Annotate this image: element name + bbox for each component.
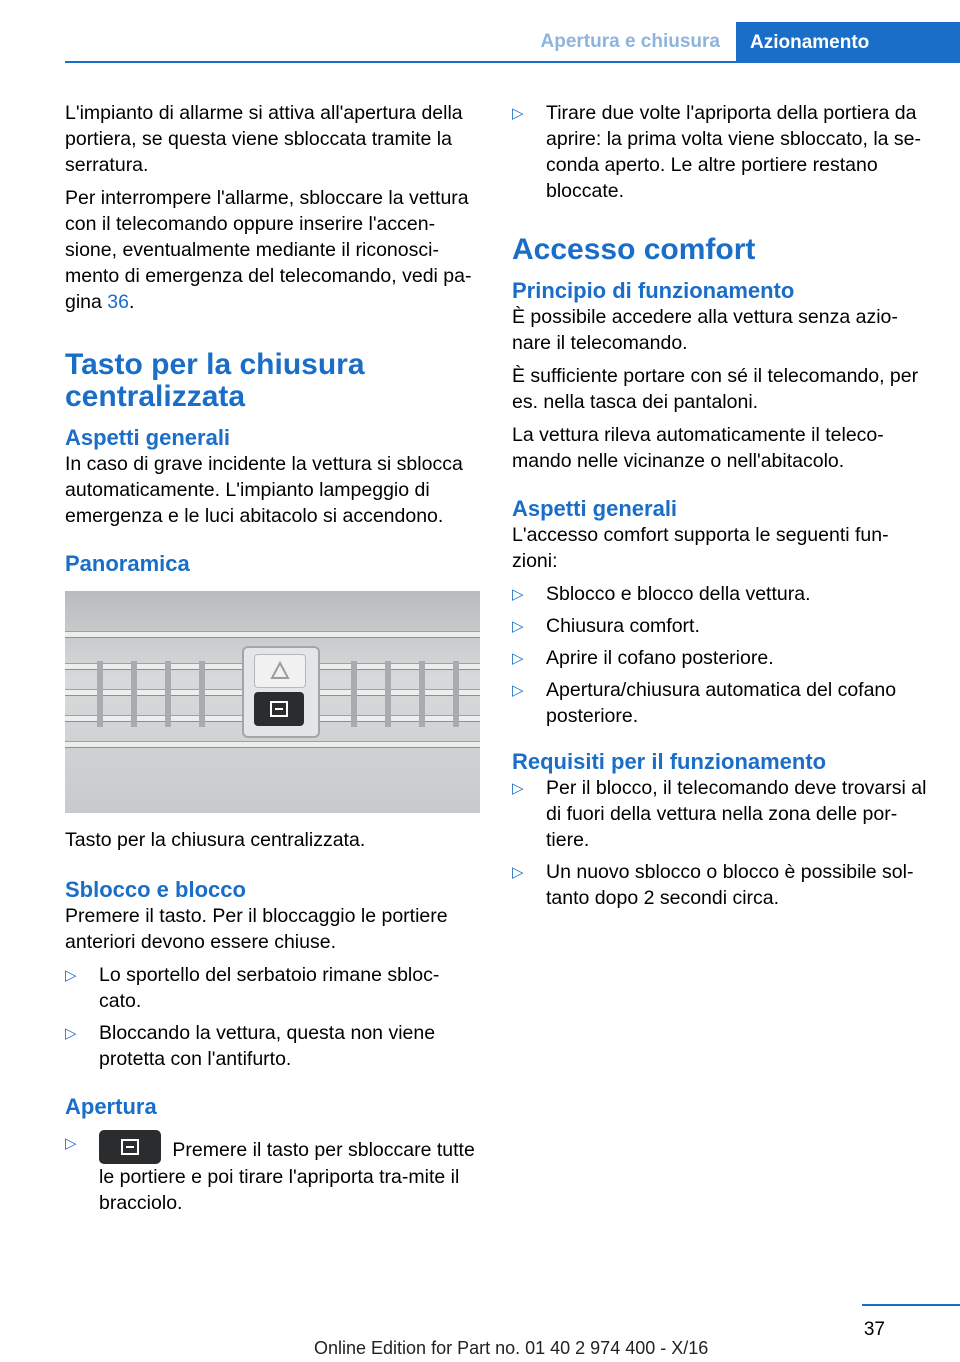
paragraph-principio-1: È possibile accedere alla vettura senza azio-nare il telecomando. — [512, 306, 898, 354]
paragraph-principio-2: È sufficiente portare con sé il telecomando, per es. nella tasca dei pantaloni. — [512, 365, 919, 413]
triangle-right-icon: ▷ — [512, 105, 524, 122]
triangle-right-icon: ▷ — [512, 618, 524, 635]
paragraph-alarm-2-text: Per interrompere l'allarme, sbloccare la vettura con il telecomando oppure inserire l'accen-sione, eventualmente mediante il riconosci-mento di emergenza del telecomando, vedi pa-gina — [65, 187, 472, 313]
header-tab: Azionamento — [736, 22, 960, 62]
heading-sblocco: Sblocco e blocco — [65, 877, 246, 902]
requisiti-list — [512, 775, 932, 911]
list-item: ▷ Apertura/chiusura automatica del cofano posteriore. — [512, 679, 897, 727]
button-housing — [242, 646, 320, 738]
right-column — [512, 100, 932, 918]
triangle-right-icon: ▷ — [512, 682, 524, 699]
paragraph-aspetti: In caso di grave incidente la vettura si sblocca automaticamente. L'impianto lampeggio di emergenza e le luci abitacolo si accendono. — [65, 453, 463, 527]
header-section-title: Apertura e chiusura — [540, 31, 720, 52]
vent-bar — [65, 631, 480, 638]
heading-aspetti-generali-2: Aspetti generali — [512, 496, 678, 521]
footer-rule — [862, 1304, 960, 1306]
door-unlock-icon — [99, 1130, 161, 1164]
list-item: ▷ Lo sportello del serbatoio rimane sbloc-cato. — [65, 964, 440, 1012]
list-item: ▷ Bloccando la vettura, questa non viene protetta con l'antifurto. — [65, 1022, 436, 1070]
apertura-list — [65, 1130, 480, 1216]
list-item: ▷ Per il blocco, il telecomando deve trovarsi al di fuori della vettura nella zona delle por-tiere. — [512, 777, 927, 851]
vent-slat — [419, 661, 425, 727]
vent-bar — [65, 741, 480, 748]
apertura-list-continued — [512, 100, 932, 204]
paragraph-aspetti-2: L'accesso comfort supporta le seguenti fun-zioni: — [512, 524, 889, 572]
list-item: ▷ Chiusura comfort. — [512, 613, 932, 639]
list-item: ▷ Sblocco e blocco della vettura. — [512, 581, 932, 607]
header-rule — [65, 61, 960, 63]
image-caption: Tasto per la chiusura centralizzata. — [65, 829, 366, 851]
triangle-right-icon: ▷ — [65, 1025, 77, 1042]
vent-slat — [97, 661, 103, 727]
triangle-right-icon: ▷ — [512, 586, 524, 603]
triangle-right-icon: ▷ — [512, 780, 524, 797]
heading-apertura: Apertura — [65, 1094, 157, 1119]
edition-text: Online Edition for Part no. 01 40 2 974 400 - X/16 — [314, 1338, 709, 1358]
list-item: ▷ Aprire il cofano posteriore. — [512, 645, 932, 671]
page-header — [0, 0, 960, 62]
paragraph-alarm-1: L'impianto di allarme si attiva all'apertura della portiera, se questa viene sbloccata tramite la serratura. — [65, 102, 463, 176]
vent-slat — [385, 661, 391, 727]
page-link[interactable]: 36 — [107, 291, 129, 313]
paragraph-sblocco: Premere il tasto. Per il bloccaggio le portiere anteriori devono essere chiuse. — [65, 905, 448, 953]
heading-central-locking: Tasto per la chiusura centralizzata — [65, 348, 365, 413]
heading-aspetti-generali: Aspetti generali — [65, 425, 231, 450]
list-item: ▷ Premere il tasto per sbloccare tutte le portiere e poi tirare l'apriporta tra-mite il bracciolo. — [65, 1130, 480, 1216]
heading-accesso-comfort: Accesso comfort — [512, 233, 756, 266]
vent-slat — [165, 661, 171, 727]
central-locking-photo — [65, 591, 480, 813]
left-column — [65, 100, 480, 1223]
hazard-icon — [254, 654, 306, 688]
page-number: 37 — [863, 1319, 885, 1340]
heading-principio: Principio di funzionamento — [512, 278, 795, 303]
door-unlock-icon — [254, 692, 304, 726]
aspetti-list — [512, 581, 932, 729]
vent-slat — [131, 661, 137, 727]
triangle-right-icon: ▷ — [65, 1135, 77, 1152]
heading-requisiti: Requisiti per il funzionamento — [512, 749, 827, 774]
paragraph-principio-3: La vettura rileva automaticamente il teleco-mando nelle vicinanze o nell'abitacolo. — [512, 424, 884, 472]
triangle-right-icon: ▷ — [65, 967, 77, 984]
sblocco-list — [65, 962, 480, 1072]
vent-slat — [453, 661, 459, 727]
paragraph-alarm-2: Per interrompere l'allarme, sbloccare la vettura con il telecomando oppure inserire l'accen-sione, eventualmente mediante il riconosci-mento di emergenza del telecomando, vedi pa-gina 36. — [65, 187, 472, 313]
heading-panoramica: Panoramica — [65, 551, 190, 576]
triangle-right-icon: ▷ — [512, 864, 524, 881]
vent-slat — [199, 661, 205, 727]
triangle-right-icon: ▷ — [512, 650, 524, 667]
vent-slat — [351, 661, 357, 727]
list-item: ▷ Un nuovo sblocco o blocco è possibile sol-tanto dopo 2 secondi circa. — [512, 861, 914, 909]
list-item: ▷ Tirare due volte l'apriporta della portiera da aprire: la prima volta viene sbloccato, la se-conda aperto. Le altre portiere restano bloccate. — [512, 102, 922, 202]
